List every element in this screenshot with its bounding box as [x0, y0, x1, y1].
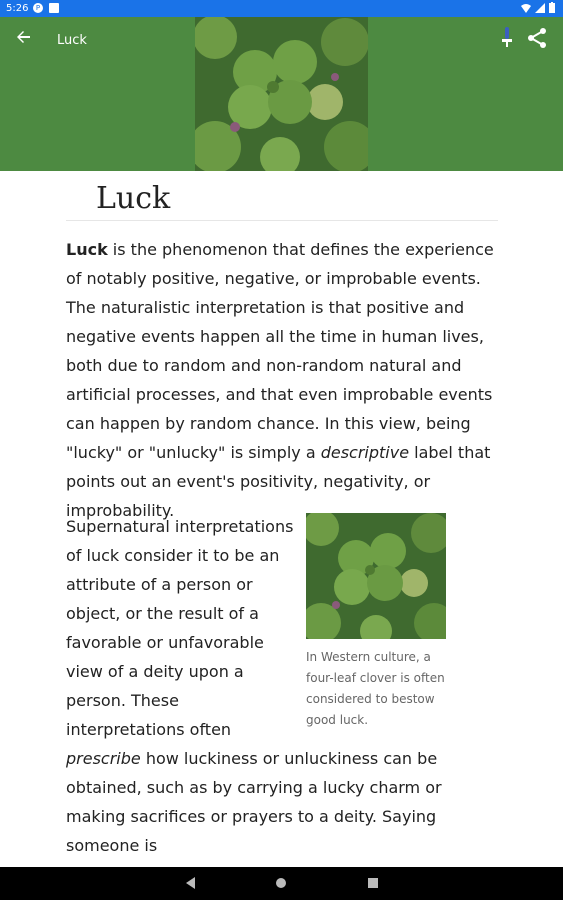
status-time: 5:26: [6, 3, 29, 14]
status-right-icons: [521, 2, 555, 13]
app-toolbar: [0, 17, 563, 171]
signal-icon: [535, 3, 545, 13]
article-figure[interactable]: [306, 513, 456, 731]
lead-term: Luck: [66, 240, 108, 259]
para1-italic: descriptive: [320, 443, 410, 462]
para2-text-b: how luckiness or unluckiness can be obtained, such as by carrying a lucky charm or making sacrifices or prayers to a deity. Saying someone is: [66, 749, 442, 855]
sim-icon: [49, 3, 59, 13]
para2-text-a: Supernatural interpretations of luck consider it to be an attribute of a person or object, or the result of a favorable or unfavorable view of a deity upon a person. These interpretations often: [66, 517, 294, 739]
nav-back-icon[interactable]: [186, 877, 195, 889]
nav-home-icon[interactable]: [276, 878, 286, 888]
para1-text-b: label that points out an event's positivity, negativity, or improbability.: [66, 443, 491, 520]
four-leaf-clover-image[interactable]: [306, 513, 446, 639]
toolbar-title: Luck: [57, 33, 87, 48]
heading-divider: [66, 220, 498, 221]
nav-recents-icon[interactable]: [368, 878, 378, 888]
article-paragraph-1: [66, 235, 506, 525]
para1-text-a: is the phenomenon that defines the experience of notably positive, negative, or improbable events. The naturalistic interpretation is that positive and negative events happen all the time in human lives, both due to random and non-random natural and artificial processes, and that even improbable events can happen by random chance. In this view, being "lucky" or "unlucky" is simply a: [66, 240, 494, 462]
article-paragraph-2: [66, 512, 496, 860]
figure-caption: In Western culture, a four-leaf clover is often considered to bestow good luck.: [306, 650, 445, 727]
notification-icon: P: [33, 3, 43, 13]
hero-clover-image: [195, 17, 368, 171]
status-bar: [0, 0, 563, 17]
battery-icon: [549, 2, 555, 13]
wifi-icon: [521, 3, 531, 13]
system-nav-bar: [0, 867, 563, 900]
para2-italic: prescribe: [66, 749, 141, 768]
article-heading: Luck: [96, 181, 171, 216]
article-content: [0, 171, 563, 867]
back-arrow-icon[interactable]: [16, 29, 36, 49]
share-icon[interactable]: [526, 27, 548, 49]
text-to-speech-icon[interactable]: [500, 27, 514, 49]
